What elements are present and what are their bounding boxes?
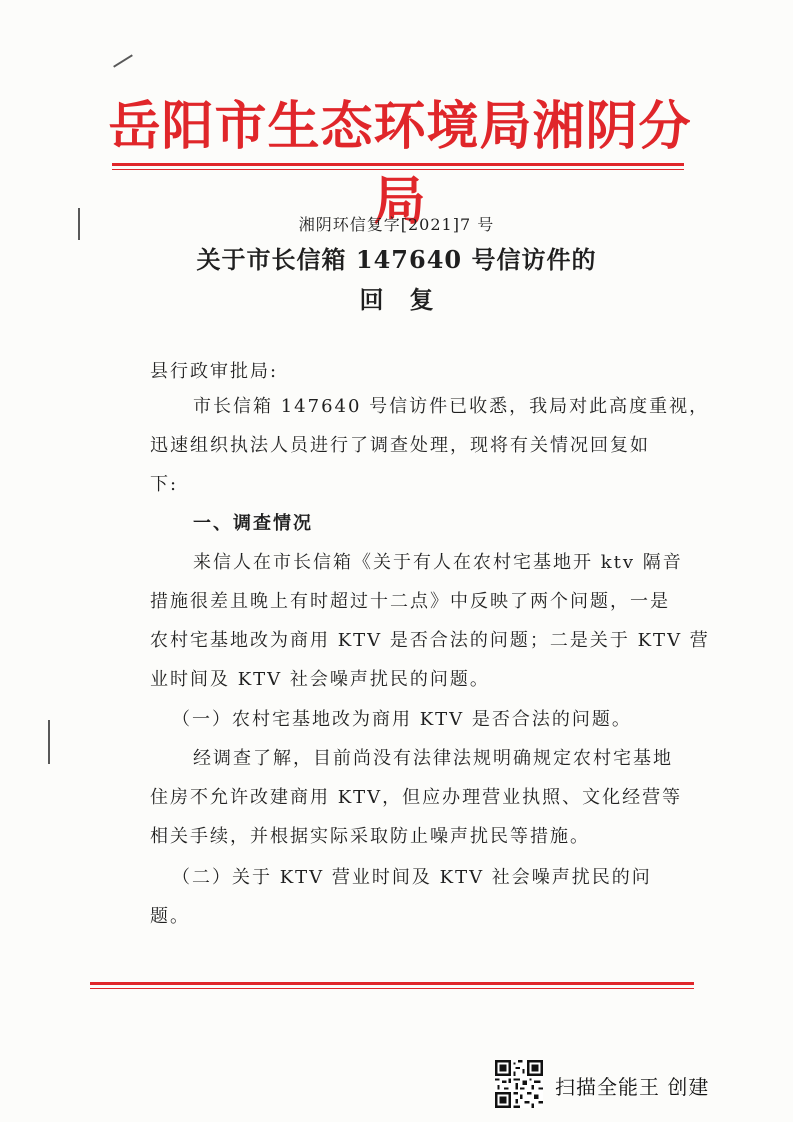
letterhead-title: 岳阳市生态环境局湘阴分局 — [108, 96, 692, 232]
body-line: 迅速组织执法人员进行了调查处理，现将有关情况回复如 — [150, 435, 650, 456]
document-title-line1: 关于市长信箱 147640 号信访件的 — [196, 245, 597, 274]
document-title-line2: 回复 — [359, 285, 460, 314]
document-number: 湘阴环信复字[2021]7 号 — [298, 215, 495, 234]
subsection-heading: （二）关于 KTV 营业时间及 KTV 社会噪声扰民的问 — [172, 867, 652, 888]
salutation: 县行政审批局: — [150, 361, 279, 382]
body-line: 下: — [150, 474, 179, 495]
letterhead-rule-thick — [112, 163, 684, 166]
scan-artifact — [48, 720, 50, 764]
letterhead-rule-thin — [112, 169, 684, 170]
footer-rule-thick — [90, 982, 694, 985]
body-line: 题。 — [150, 906, 190, 927]
body-line: 经调查了解，目前尚没有法律法规明确规定农村宅基地 — [193, 748, 673, 769]
body-line: 措施很差且晚上有时超过十二点》中反映了两个问题，一是 — [150, 591, 670, 612]
body-line: 业时间及 KTV 社会噪声扰民的问题。 — [150, 669, 490, 690]
body-line: 来信人在市长信箱《关于有人在农村宅基地开 ktv 隔音 — [193, 552, 683, 573]
body-line: 市长信箱 147640 号信访件已收悉，我局对此高度重视， — [193, 396, 710, 417]
body-line: 相关手续，并根据实际采取防止噪声扰民等措施。 — [150, 826, 590, 847]
scanner-watermark: 扫描全能王 创建 — [555, 1075, 710, 1099]
body-line: 农村宅基地改为商用 KTV 是否合法的问题；二是关于 KTV 营 — [150, 630, 710, 651]
section-heading: 一、调查情况 — [193, 513, 313, 534]
subsection-heading: （一）农村宅基地改为商用 KTV 是否合法的问题。 — [172, 709, 632, 730]
scan-artifact — [113, 54, 133, 67]
qr-code-icon — [495, 1060, 543, 1108]
body-line: 住房不允许改建商用 KTV，但应办理营业执照、文化经营等 — [150, 787, 683, 808]
footer-rule-thin — [90, 988, 694, 989]
